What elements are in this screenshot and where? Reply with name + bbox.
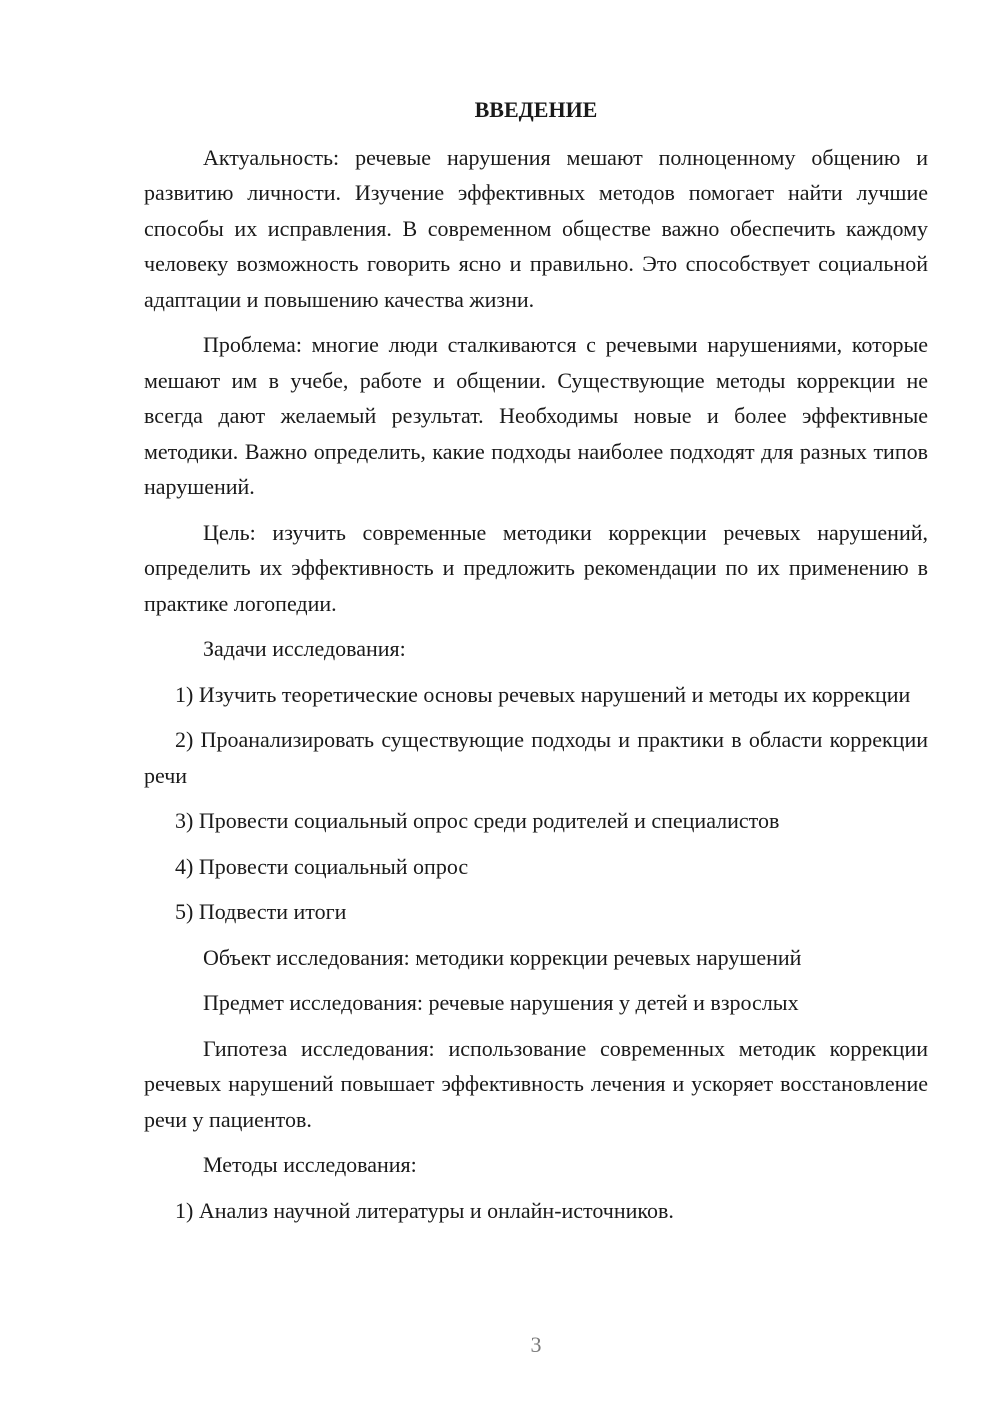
- hypothesis-paragraph: Гипотеза исследования: использование современных методик коррекции речевых нарушений повышает эффективность лечения и ускоряет восстановление речи у пациентов.: [144, 1035, 928, 1132]
- methods-heading: Методы исследования:: [203, 1152, 417, 1177]
- task-item-4: 4) Провести социальный опрос: [175, 853, 469, 879]
- section-title: ВВЕДЕНИЕ: [474, 97, 598, 122]
- research-subject: Предмет исследования: речевые нарушения у детей и взрослых: [203, 990, 799, 1015]
- task-item-2: 2) Проанализировать существующие подходы и практики в области коррекции речи: [144, 727, 928, 788]
- task-item-5: 5) Подвести итоги: [175, 899, 347, 924]
- problem-paragraph: Проблема: многие люди сталкиваются с речевыми нарушениями, которые мешают им в учебе, работе и общении. Существующие методы коррекции не всегда дают желаемый результат. Необходимы новые и более эффективные методики. Важно определить, какие подходы наиболее подходят для разных типов нарушений.: [144, 332, 928, 499]
- goal-paragraph: Цель: изучить современные методики коррекции речевых нарушений, определить их эффективность и предложить рекомендации по их применению в практике логопедии.: [144, 519, 928, 616]
- task-item-1: 1) Изучить теоретические основы речевых нарушений и методы их коррекции: [175, 681, 911, 707]
- research-object: Объект исследования: методики коррекции речевых нарушений: [203, 944, 802, 970]
- method-item-1: 1) Анализ научной литературы и онлайн-источников.: [175, 1197, 674, 1223]
- page-number: 3: [530, 1332, 542, 1357]
- relevance-paragraph: Актуальность: речевые нарушения мешают полноценному общению и развитию личности. Изучение эффективных методов помогает найти лучшие способы их исправления. В современном обществе важно обеспечить каждому человеку возможность говорить ясно и правильно. Это способствует социальной адаптации и повышению качества жизни.: [144, 144, 928, 312]
- page-content: [144, 92, 928, 1238]
- task-item-3: 3) Провести социальный опрос среди родителей и специалистов: [175, 808, 780, 833]
- tasks-heading: Задачи исследования:: [203, 636, 406, 661]
